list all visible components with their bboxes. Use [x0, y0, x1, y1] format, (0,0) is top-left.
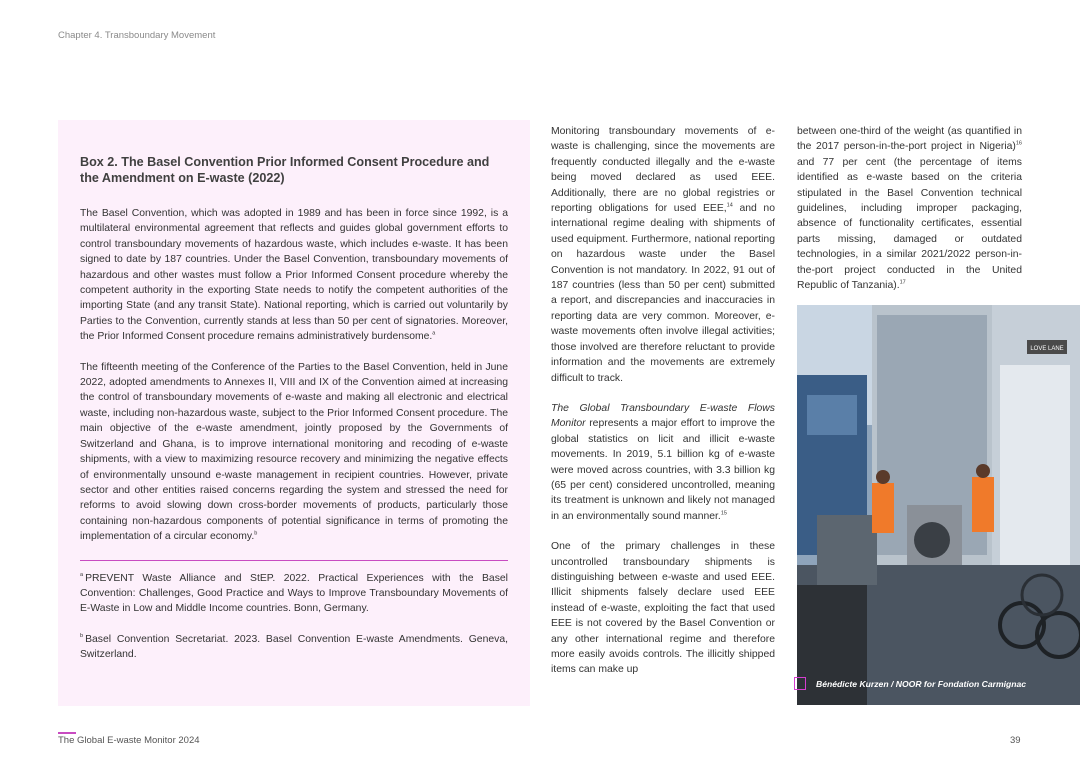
report-title: The Global Transboundary E-waste Flows Monitor — [551, 402, 775, 430]
footnote-divider — [80, 560, 508, 561]
col2-paragraph-2: The Global Transboundary E-waste Flows Monitor represents a major effort to improve the global statistics on licit and illicit e-waste movements. In 2019, 5.1 billion kg of e-waste were moved across countries, with 3.3 billion kg (65 per cent) considered uncontrolled, meaning its treatment is unknown and likely not managed in an environmentally sound manner.$^{15}$ — [551, 402, 775, 522]
box-title: Box 2. The Basel Convention Prior Informed Consent Procedure and the Amendment on E-waste (2022) — [80, 155, 490, 185]
col2-paragraph-1: Monitoring transboundary movements of e-waste is challenging, since the movements are frequently conducted illegally and the e-waste being moved declared as used EEE. Additionally, there are no global registries or reporting obligations for used EEE,$^{14}$ and no international regime dealing with shipments of used equipment. Furthermore, national reporting on hazardous waste under the Basel Convention is not mandatory. In 2022, 91 out of 187 countries (less than 50 per cent) submitted a report, and discrepancies and inaccuracies in reporting data are very common. Moreover, e-waste movements often involve illegal activities; those involved are therefore reluctant to provide information and the movements are extremely difficult to track. — [551, 126, 775, 384]
box-paragraph-1: The Basel Convention, which was adopted in 1989 and has been in force since 1992, is a multilateral environmental agreement that reflects and guides global government efforts to control transboundary movements of hazardous waste, which includes e-waste. It has been signed to date by 187 countries. Under the Basel Convention, transboundary movements of hazardous and other wastes must follow a Prior Informed Consent procedure whereby the competent authority in the exporting State needs to notify the competent authorities of the importing State (and any transit State). National reporting, which is carried out voluntarily by Parties to the Convention, currently stands at less than 50 per cent of signatories. Moreover, the Prior Informed Consent procedure remains administratively burdensome.$^a$ — [80, 208, 508, 343]
footnote-ref-14[interactable]: 14 — [726, 202, 733, 209]
body-column-2 — [551, 124, 775, 693]
col2-paragraph-3: One of the primary challenges in these uncontrolled transboundary shipments is distinguishing between e-waste and used EEE. Illicit shipments falsely declare used EEE instead of e-waste, exploiting the fact that used EEE is not covered by the Basel Convention or any other international regime and therefore more easily avoids controls. The illicitly shipped items can make up — [551, 541, 775, 676]
box-paragraph-2: The fifteenth meeting of the Conference of the Parties to the Basel Convention, held in June 2022, adopted amendments to Annexes II, VIII and IX of the Convention aimed at increasing the control of transboundary movements of e-waste and making all electronic and electrical waste, including non-hazardous waste, subject to the Prior Informed Consent procedure. The main objective of the e-waste amendment, jointly proposed by the Governments of Switzerland and Ghana, is to improve international monitoring and recoding of e-waste shipments, with a view to maximizing resource recovery and minimizing the negative effects of environmentally unsound e-waste management in recipient countries. However, private sector and other entities raised concerns regarding the system and stressed the need for reforms to avoid slowing down cross-border movements of products, particularly those containing non-hazardous components of potential significance in terms of promoting the implementation of a circular economy.$^b$ — [80, 361, 508, 543]
footnote-ref-b[interactable]: b — [254, 530, 258, 537]
photo-illustration — [797, 305, 1080, 705]
footnote-b: $^b$ Basel Convention Secretariat. 2023. Basel Convention E-waste Amendments. Geneva, Switzerland. — [80, 633, 508, 661]
footer-title: The Global E-waste Monitor 2024 — [58, 735, 200, 746]
footnote-ref-16[interactable]: 16 — [1015, 140, 1022, 147]
body-column-3 — [797, 124, 1022, 293]
page-number: 39 — [1010, 735, 1021, 746]
footnote-ref-17[interactable]: 17 — [899, 279, 906, 286]
caption-marker-icon — [794, 677, 806, 690]
photo-caption: Bénédicte Kurzen / NOOR for Fondation Carmignac — [816, 679, 1027, 689]
info-box — [58, 120, 530, 706]
footnote-ref-a[interactable]: a — [432, 330, 436, 337]
col3-paragraph-1: between one-third of the weight (as quantified in the 2017 person-in-the-port project in Nigeria)$^{16}$ and 77 per cent (the percentage of items identified as e-waste based on the criteria stipulated in the Basel Convention technical guidelines, including improper packaging, absence of functionality certificates, essential parts missing, damaged or outdated technologies, in a similar 2021/2022 person-in-the-port project conducted in the United Republic of Tanzania).$^{17}$ — [797, 126, 1022, 292]
footer-accent — [58, 732, 76, 734]
chapter-header: Chapter 4. Transboundary Movement — [58, 30, 216, 41]
sign-text: LOVE LANE — [1030, 346, 1064, 352]
ewaste-photo — [797, 305, 1080, 705]
footnote-a: $^a$ PREVENT Waste Alliance and StEP. 2022. Practical Experiences with the Basel Convention: Challenges, Good Practice and Ways to Improve Transboundary Movements of E-Waste in Low and Middle Income countries. Bonn, Germany. — [80, 572, 508, 615]
footnote-ref-15[interactable]: 15 — [720, 510, 727, 517]
